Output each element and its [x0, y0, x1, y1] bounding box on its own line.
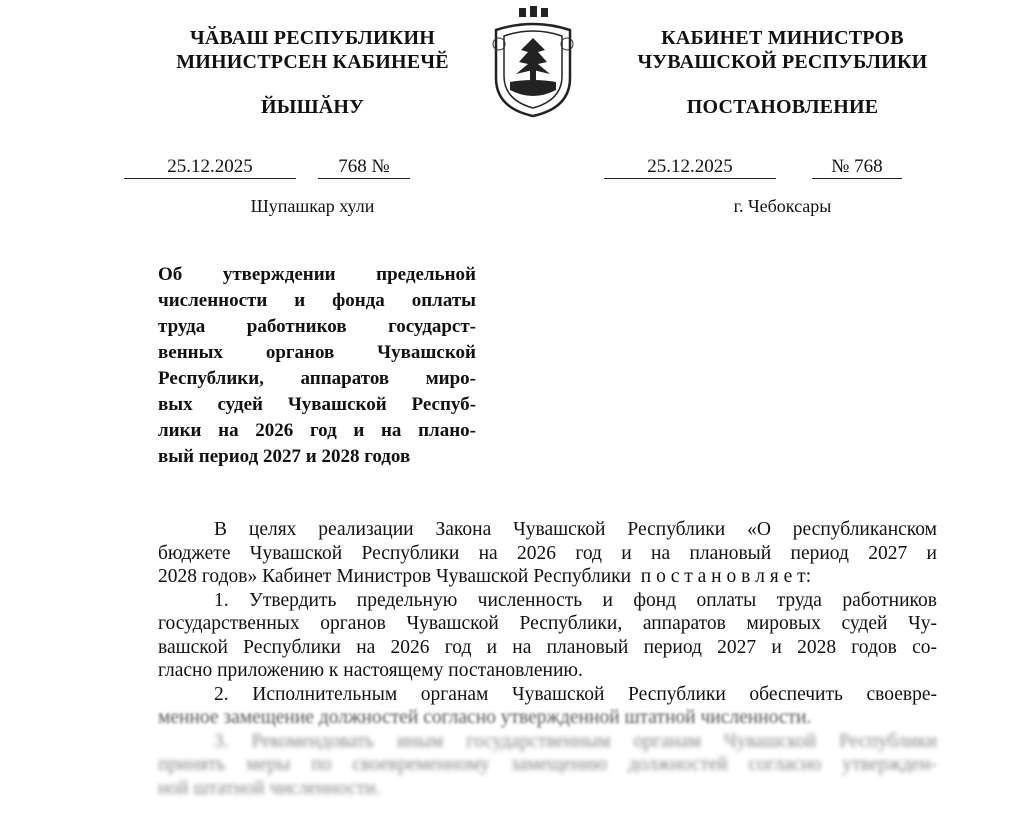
left-header-line: ЧӐВАШ РЕСПУБЛИКИН [189, 27, 436, 49]
right-city: г. Чебоксары [733, 196, 832, 216]
title-line: вых судей Чувашской Респуб- [158, 394, 476, 415]
title-line: труда работников государст- [158, 316, 476, 337]
item-3-line: 3. Рекомендовать иным государственным органам Чувашской Республики [214, 730, 937, 752]
title-line: Об утверждении предельной [158, 264, 476, 285]
item-1-line: 1. Утвердить предельную численность и фонд оплаты труда работников [214, 589, 937, 611]
title-line: Республики, аппаратов миро- [158, 368, 476, 389]
right-header-line: КАБИНЕТ МИНИСТРОВ [661, 27, 904, 49]
item-1-line: гласно приложению к настоящему постановлению. [158, 660, 583, 681]
item-1-line: вашской Республики на 2026 год и на плановый период 2027 и 2028 годов со- [158, 636, 937, 658]
preamble-line: бюджете Чувашской Республики на 2026 год и на плановый период 2027 и [158, 542, 937, 564]
right-header [610, 26, 955, 119]
left-header-line: МИНИСТРСЕН КАБИНЕЧӖ [176, 51, 449, 73]
item-2-line: 2. Исполнительным органам Чувашской Республики обеспечить своевре- [214, 683, 937, 705]
right-header-line: ЧУВАШСКОЙ РЕСПУБЛИКИ [637, 51, 928, 73]
title-line: лики на 2026 год и на плано- [158, 420, 476, 441]
left-city: Шупашкар хули [250, 196, 375, 216]
title-line: венных органов Чувашской [158, 342, 476, 363]
left-number: 768 № [318, 156, 410, 179]
left-doc-type: ЙЫШӐНУ [260, 96, 365, 118]
item-1-line: государственных органов Чувашской Республики, аппаратов мировых судей Чу- [158, 613, 937, 634]
title-line: численности и фонда оплаты [158, 290, 476, 311]
coat-of-arms-emblem [486, 4, 580, 118]
right-date: 25.12.2025 [604, 156, 776, 179]
preamble-line: 2028 годов» Кабинет Министров Чувашской Республики п о с т а н о в л я е т: [158, 566, 812, 587]
item-3-line: ной штатной численности. [158, 777, 381, 799]
left-header [150, 26, 475, 119]
document-title [158, 262, 476, 470]
document-body [158, 518, 937, 800]
item-2-line: менное замещение должностей согласно утвержденной штатной численности. [158, 707, 812, 728]
left-date: 25.12.2025 [124, 156, 296, 179]
right-doc-type: ПОСТАНОВЛЕНИЕ [686, 96, 879, 118]
item-3-line: принять меры по своевременному замещению должностей согласно утвержден- [158, 754, 937, 775]
preamble-line: В целях реализации Закона Чувашской Республики «О республиканском [214, 519, 937, 540]
title-line: вый период 2027 и 2028 годов [158, 446, 411, 467]
right-number: № 768 [812, 156, 902, 179]
